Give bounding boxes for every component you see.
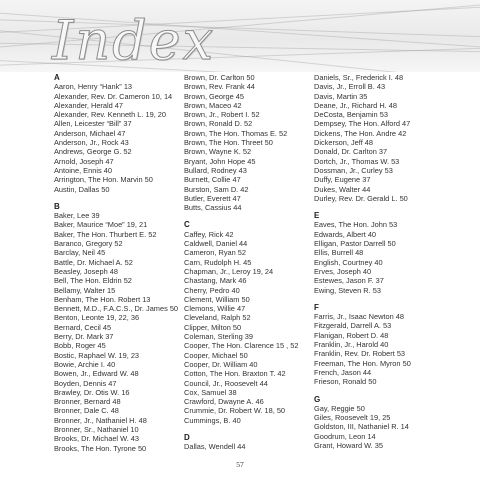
index-entry: Benham, The Hon. Robert 13	[54, 294, 151, 304]
index-columns	[54, 73, 474, 453]
section-letter: F	[314, 302, 319, 312]
index-column-3	[314, 73, 464, 450]
index-entry: Franklin, Rev. Dr. Robert 53	[314, 349, 406, 359]
index-entry: Bostic, Raphael W. 19, 23	[54, 350, 140, 360]
index-entry: Bowie, Archie I. 40	[54, 359, 116, 369]
index-header-banner	[0, 0, 480, 72]
index-entry: Farris, Jr., Isaac Newton 48	[314, 312, 404, 322]
index-entry: Dossman, Jr., Curley 53	[314, 165, 393, 175]
index-entry: Crawford, Dwayne A. 46	[184, 397, 264, 407]
index-entry: Baker, Lee 39	[54, 211, 100, 221]
index-entry: Caffey, Rick 42	[184, 229, 234, 239]
index-entry: Donald, Dr. Carlton 37	[314, 147, 388, 157]
index-entry: Beasley, Joseph 48	[54, 266, 118, 276]
index-entry: Cooper, The Hon. Clarence 15 , 52	[184, 341, 299, 351]
index-entry: Davis, Jr., Erroll B. 43	[314, 82, 386, 92]
index-entry: Crummie, Dr. Robert W. 18, 50	[184, 406, 286, 416]
index-entry: Cox, Samuel 38	[184, 387, 237, 397]
index-entry: Brooks, Dr. Michael W. 43	[54, 434, 140, 444]
page-title: Index	[52, 9, 216, 72]
index-entry: Deane, Jr., Richard H. 48	[314, 100, 397, 110]
index-section	[184, 220, 312, 425]
index-entry: Duffy, Eugene 37	[314, 175, 371, 185]
index-entry: Chastang, Mark 46	[184, 276, 247, 286]
index-entry: Ewing, Steven R. 53	[314, 285, 381, 295]
index-entry: Boyden, Dennis 47	[54, 378, 117, 388]
index-entry: Butts, Cassius 44	[184, 203, 242, 213]
index-entry: Dortch, Jr., Thomas W. 53	[314, 156, 400, 166]
index-entry: Dickens, The Hon. Andre 42	[314, 128, 407, 138]
index-entry: Cherry, Pedro 40	[184, 285, 240, 295]
index-entry: Erves, Joseph 40	[314, 266, 372, 276]
index-entry: Bellamy, Walter 15	[54, 285, 116, 295]
index-entry: Grant, Howard W. 35	[314, 440, 384, 450]
index-entry: Goodrum, Leon 14	[314, 431, 376, 441]
index-entry: Ellis, Burrell 48	[314, 248, 364, 258]
section-letter: C	[184, 220, 190, 230]
index-entry: Burnett, Collie 47	[184, 175, 241, 185]
index-entry: Bullard, Rodney 43	[184, 165, 247, 175]
index-entry: Brown, George 45	[184, 91, 244, 101]
index-entry: Frieson, Ronald 50	[314, 377, 377, 387]
index-entry: English, Courtney 40	[314, 257, 383, 267]
index-entry: Alexander, Herald 47	[54, 100, 124, 110]
index-entry: Alexander, Rev. Kenneth L. 19, 20	[54, 110, 167, 120]
index-entry: Berry, Dr. Mark 37	[54, 332, 114, 342]
section-letter: E	[314, 211, 320, 221]
index-entry: Bronner, Dale C. 48	[54, 406, 119, 416]
index-entry: Bronner, Jr., Nathaniel H. 48	[54, 415, 147, 425]
index-entry: Austin, Dallas 50	[54, 184, 110, 194]
index-entry: Antoine, Ennis 40	[54, 165, 112, 175]
index-entry: Alexander, Rev. Dr. Cameron 10, 14	[54, 91, 173, 101]
index-entry: Benton, Leonte 19, 22, 36	[54, 313, 140, 323]
index-entry: Allen, Leicester “Bill” 37	[54, 119, 132, 129]
index-entry: Gay, Reggie 50	[314, 403, 365, 413]
index-entry: Brooks, The Hon. Tyrone 50	[54, 443, 147, 453]
index-entry: Brown, Dr. Carlton 50	[184, 73, 255, 82]
index-entry: Estewes, Jason F. 37	[314, 276, 384, 286]
index-entry: Edwards, Albert 40	[314, 229, 377, 239]
index-entry: Coleman, Sterling 39	[184, 332, 254, 342]
index-entry: Baker, The Hon. Thurbert E. 52	[54, 229, 157, 239]
index-entry: Cameron, Ryan 52	[184, 248, 247, 258]
index-entry: Baker, Maurice “Moe” 19, 21	[54, 220, 148, 230]
index-entry: Caldwell, Daniel 44	[184, 239, 248, 249]
index-entry: Fitzgerald, Darrell A. 53	[314, 321, 392, 331]
index-entry: Anderson, Jr., Rock 43	[54, 138, 129, 148]
index-entry: Brown, Jr., Robert I. 52	[184, 110, 260, 120]
index-entry: Brawley, Dr. Otis W. 16	[54, 387, 130, 397]
index-entry: Dukes, Walter 44	[314, 184, 371, 194]
index-entry: DeCosta, Benjamin 53	[314, 110, 388, 120]
index-entry: Clemons, Willie 47	[184, 304, 246, 314]
index-entry: Cooper, Michael 50	[184, 350, 248, 360]
index-entry: Brown, The Hon. Threet 50	[184, 138, 273, 148]
index-entry: Cleveland, Ralph 52	[184, 313, 251, 323]
index-entry: Cooper, Dr. William 40	[184, 359, 258, 369]
section-letter: B	[54, 201, 60, 211]
index-section	[184, 433, 312, 452]
index-section	[314, 211, 464, 295]
index-entry: Flanigan, Robert D. 48	[314, 330, 389, 340]
index-entry: Council, Jr., Roosevelt 44	[184, 378, 268, 388]
index-entry: Elligan, Pastor Darrell 50	[314, 239, 396, 249]
index-section	[54, 73, 182, 194]
index-entry: Cummings, B. 40	[184, 415, 241, 425]
index-entry: Franklin, Jr., Harold 40	[314, 340, 389, 350]
section-letter: G	[314, 394, 321, 404]
index-entry: Daniels, Sr., Frederick I. 48	[314, 73, 404, 82]
index-entry: Brown, Maceo 42	[184, 100, 242, 110]
index-entry: Bernard, Cecil 45	[54, 322, 112, 332]
index-entry: Brown, Rev. Frank 44	[184, 82, 255, 92]
index-section	[314, 395, 464, 451]
index-section	[54, 202, 182, 453]
index-entry: Bowen, Jr., Edward W. 48	[54, 369, 139, 379]
index-entry: Burston, Sam D. 42	[184, 184, 249, 194]
index-entry: Bennett, M.D., F.A.C.S., Dr. James 50	[54, 304, 179, 314]
index-entry: Cotton, The Hon. Braxton T. 42	[184, 369, 286, 379]
index-entry: Andrews, George G. 52	[54, 147, 132, 157]
index-entry: Dempsey, The Hon. Alford 47	[314, 119, 411, 129]
index-entry: Butler, Everett 47	[184, 193, 241, 203]
index-entry: Arnold, Joseph 47	[54, 156, 114, 166]
index-entry: Brown, The Hon. Thomas E. 52	[184, 128, 288, 138]
index-entry: Clipper, Milton 50	[184, 322, 242, 332]
index-entry: Barclay, Neil 45	[54, 248, 106, 258]
section-letter: A	[54, 73, 60, 82]
index-entry: Arrington, The Hon. Marvin 50	[54, 175, 153, 185]
index-entry: Giles, Roosevelt 19, 25	[314, 413, 391, 423]
index-column-1	[54, 73, 182, 453]
index-entry: Freeman, The Hon. Myron 50	[314, 358, 411, 368]
index-entry: Dallas, Wendell 44	[184, 442, 246, 452]
index-entry: Davis, Martin 35	[314, 91, 368, 101]
index-entry: Chapman, Jr., Leroy 19, 24	[184, 266, 274, 276]
index-entry: Anderson, Michael 47	[54, 128, 126, 138]
section-letter: D	[184, 432, 190, 442]
index-entry: Clement, William 50	[184, 294, 250, 304]
index-entry: Bell, The Hon. Eldrin 52	[54, 276, 132, 286]
index-entry: Aaron, Henry “Hank” 13	[54, 82, 133, 92]
index-entry: Goldston, III, Nathaniel R. 14	[314, 422, 409, 432]
index-entry: Baranco, Gregory 52	[54, 239, 123, 249]
index-section	[184, 73, 312, 212]
index-entry: Carn, Rudolph H. 45	[184, 257, 252, 267]
index-entry: Durley, Rev. Dr. Gerald L. 50	[314, 193, 408, 203]
index-entry: Brown, Wayne K. 52	[184, 147, 252, 157]
index-entry: Bobb, Roger 45	[54, 341, 106, 351]
index-entry: Bronner, Sr., Nathaniel 10	[54, 424, 139, 434]
index-column-2	[184, 73, 312, 452]
index-entry: French, Jason 44	[314, 367, 372, 377]
index-section	[314, 303, 464, 387]
index-entry: Bronner, Bernard 48	[54, 397, 121, 407]
page-number: 57	[236, 460, 244, 469]
index-entry: Eaves, The Hon. John 53	[314, 220, 398, 230]
index-entry: Dickerson, Jeff 48	[314, 138, 374, 148]
index-entry: Brown, Ronald D. 52	[184, 119, 253, 129]
index-section	[314, 73, 464, 203]
index-entry: Bryant, John Hope 45	[184, 156, 256, 166]
index-entry: Battle, Dr. Michael A. 52	[54, 257, 133, 267]
